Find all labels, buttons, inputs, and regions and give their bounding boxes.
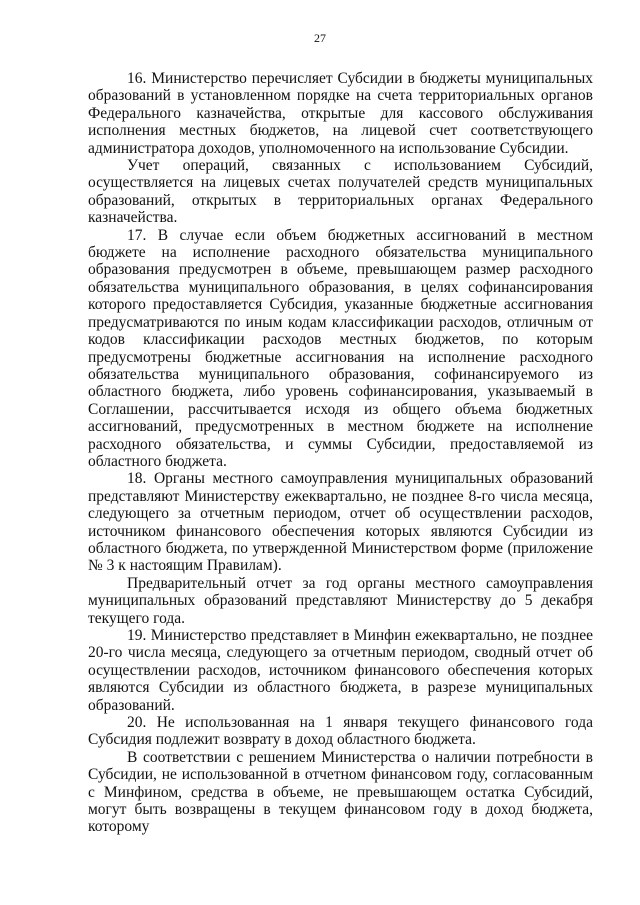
paragraph-18: 18. Органы местного самоуправления муниципальных образований представляют Министерству ежеквартально, не позднее 8-го числа месяца, следующего за отчетным периодом, отчет об осуществлении расходов, источником финансового обеспечения которых являются Субсидии из областного бюджета, по утвержденной Министерством форме (приложение № 3 к настоящим Правилам). xyxy=(88,470,593,575)
paragraph-preliminary-report: Предварительный отчет за год органы местного самоуправления муниципальных образований представляют Министерству до 5 декабря текущего года. xyxy=(88,574,593,627)
paragraph-19: 19. Министерство представляет в Минфин ежеквартально, не позднее 20-го числа месяца, следующего за отчетным периодом, сводный отчет об осуществлении расходов, источником финансового обеспечения которых являются Субсидии из областного бюджета, в разрезе муниципальных образований. xyxy=(88,627,593,714)
paragraph-accounting: Учет операций, связанных с использованием Субсидий, осуществляется на лицевых счетах получателей средств муниципальных образований, открытых в территориальных органах Федерального казначейства. xyxy=(88,157,593,227)
paragraph-return-decision: В соответствии с решением Министерства о наличии потребности в Субсидии, не использованной в отчетном финансовом году, согласованным с Минфином, средства в объеме, не превышающем остатка Субсидий, могут быть возвращены в текущем финансовом году в доход бюджета, которому xyxy=(88,748,593,836)
paragraph-17: 17. В случае если объем бюджетных ассигнований в местном бюджете на исполнение расходного обязательства муниципального образования предусмотрен в объеме, превышающем размер расходного обязательства муниципального образования, в целях софинансирования которого предоставляется Субсидия, указанные бюджетные ассигнования предусматриваются по иным кодам классификации расходов, отличным от кодов классификации расходов местных бюджетов, по которым предусмотрены бюджетные ассигнования на исполнение расходного обязательства муниципального образования, софинансируемого из областного бюджета, либо уровень софинансирования, указываемый в Соглашении, рассчитывается исходя из общего объема бюджетных ассигнований, предусмотренных в местном бюджете на исполнение расходного обязательства, и суммы Субсидии, предоставляемой из областного бюджета. xyxy=(88,226,593,470)
paragraph-16: 16. Министерство перечисляет Субсидии в бюджеты муниципальных образований в установленном порядке на счета территориальных органов Федерального казначейства, открытые для кассового обслуживания исполнения местных бюджетов, на лицевой счет соответствующего администратора доходов, уполномоченного на использование Субсидии. xyxy=(88,70,593,157)
document-body xyxy=(88,70,593,836)
page-number: 27 xyxy=(314,31,326,45)
paragraph-20: 20. Не использованная на 1 января текущего финансового года Субсидия подлежит возврату в доход областного бюджета. xyxy=(88,714,593,749)
